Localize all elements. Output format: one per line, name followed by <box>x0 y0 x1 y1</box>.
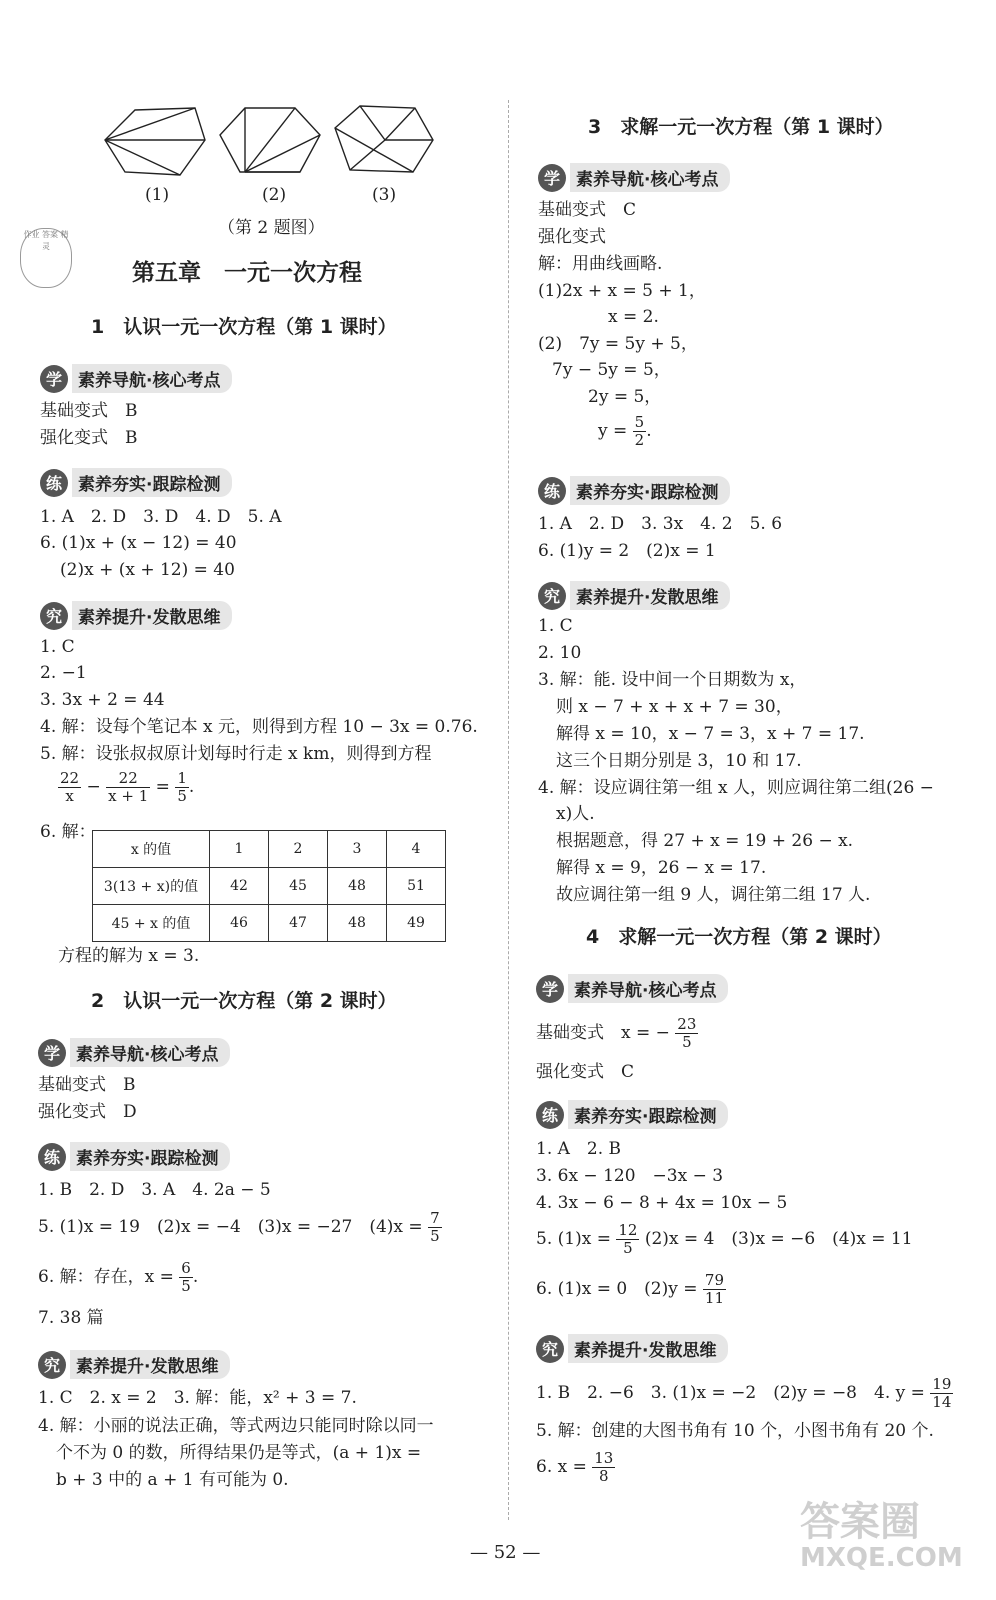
l1-section-practice <box>40 468 232 497</box>
answer-line: 6. x = $\frac{13}{8}$ <box>536 1449 614 1485</box>
section-title: 素养提升·发散思维 <box>568 1334 728 1363</box>
answer-line: x = 2. <box>608 307 659 327</box>
answer-line: 1. A 2. B <box>536 1139 622 1159</box>
answer-line: (2) 7y = 5y + 5， <box>538 334 698 354</box>
learn-badge: 学 <box>536 975 564 1003</box>
explore-badge: 究 <box>38 1351 66 1379</box>
answer-line: 5. 解：设张叔叔原计划每时行走 x km，则得到方程 <box>40 744 432 764</box>
figure-label-2: (2) <box>262 185 287 205</box>
answer-line: 5. 解：创建的大图书角有 10 个，小图书角有 20 个. <box>536 1421 934 1441</box>
explore-badge: 究 <box>538 582 566 610</box>
page-number: — 52 — <box>470 1542 541 1563</box>
answer-line: 5. (1)x = 19 (2)x = −4 (3)x = −27 (4)x = $\frac{7}{5}$ <box>38 1209 440 1245</box>
answer-line: 4. 解：设应调往第一组 x 人，则应调往第二组(26 − <box>538 778 934 798</box>
answer-line: 1. C <box>538 616 573 636</box>
answer-line: 6. 解： <box>40 822 96 842</box>
practice-badge: 练 <box>38 1143 66 1171</box>
answer-line: 7. 38 篇 <box>38 1308 104 1328</box>
lesson-2-title: 2 认识一元一次方程（第 2 课时） <box>91 990 397 1012</box>
answer-line: 强化变式 D <box>38 1102 137 1122</box>
answer-line: 这三个日期分别是 3，10 和 17. <box>556 751 802 771</box>
section-title: 素养夯实·跟踪检测 <box>72 468 232 497</box>
answer-line: 6. 解：存在，x = $\frac{6}{5}$ . <box>38 1259 199 1295</box>
section-title: 素养导航·核心考点 <box>72 364 232 393</box>
figure-caption: （第 2 题图） <box>218 218 325 238</box>
l2-section-explore <box>38 1350 230 1379</box>
answer-line: 6. (1)y = 2 (2)x = 1 <box>538 541 716 561</box>
answer-line: 1. C <box>40 637 75 657</box>
answer-line: 4. 解：小丽的说法正确，等式两边只能同时除以同一 <box>38 1416 434 1436</box>
answer-line: 1. B 2. −6 3. (1)x = −2 (2)y = −8 4. y = $\frac{19}{14}$ <box>536 1375 952 1411</box>
answer-line: 5. (1)x = $\frac{12}{5}$ (2)x = 4 (3)x = −6 (4)x = 11 <box>536 1221 913 1257</box>
answer-line: 解得 x = 9，26 − x = 17. <box>556 858 767 878</box>
l4-section-learn <box>536 974 728 1003</box>
answer-line: x)人. <box>556 804 595 824</box>
chapter-title: 第五章 一元一次方程 <box>132 260 362 286</box>
polygon-1 <box>105 108 205 175</box>
answer-line: 6. (1)x = 0 (2)y = $\frac{79}{11}$ <box>536 1271 724 1307</box>
explore-badge: 究 <box>40 602 68 630</box>
learn-badge: 学 <box>38 1039 66 1067</box>
practice-badge: 练 <box>536 1101 564 1129</box>
section-title: 素养夯实·跟踪检测 <box>70 1142 230 1171</box>
values-table: x 的值 1 2 3 4 3(13 + x)的值 42 45 48 51 45 + x 的值 46 47 48 49 <box>92 830 446 942</box>
answer-line: 1. C 2. x = 2 3. 解：能，x² + 3 = 7. <box>38 1388 357 1408</box>
learn-badge: 学 <box>40 365 68 393</box>
answer-line: 故应调往第一组 9 人，调往第二组 17 人. <box>556 885 871 905</box>
answer-line: 2y = 5， <box>588 387 662 407</box>
figure-label-1: (1) <box>145 185 170 205</box>
answer-line: 6. (1)x + (x − 12) = 40 <box>40 533 237 553</box>
practice-badge: 练 <box>538 477 566 505</box>
answer-line: b + 3 中的 a + 1 有可能为 0. <box>56 1470 289 1490</box>
l3-section-learn <box>538 163 730 192</box>
column-divider <box>508 100 509 1520</box>
l3-section-explore <box>538 581 730 610</box>
answer-line: y = $\frac{5}{2}$ . <box>598 413 652 449</box>
section-title: 素养导航·核心考点 <box>568 974 728 1003</box>
answer-line: 强化变式 <box>538 227 606 247</box>
answer-line: 基础变式 B <box>38 1075 136 1095</box>
section-title: 素养提升·发散思维 <box>72 601 232 630</box>
answer-line: 3. 3x + 2 = 44 <box>40 690 165 710</box>
practice-badge: 练 <box>40 469 68 497</box>
explore-badge: 究 <box>536 1335 564 1363</box>
answer-line: 4. 解：设每个笔记本 x 元，则得到方程 10 − 3x = 0.76. <box>40 717 478 737</box>
l4-section-explore <box>536 1334 728 1363</box>
polygon-2 <box>220 108 320 172</box>
answer-line: 解：用曲线画略. <box>538 254 663 274</box>
l2-section-practice <box>38 1142 230 1171</box>
learn-badge: 学 <box>538 164 566 192</box>
answer-line: 强化变式 B <box>40 428 138 448</box>
answer-line: 个不为 0 的数，所得结果仍是等式，(a + 1)x = <box>56 1443 422 1463</box>
watermark-logo: 答案圈 MXQE.COM <box>800 1499 963 1573</box>
answer-line: 基础变式 C <box>538 200 637 220</box>
section-title: 素养提升·发散思维 <box>570 581 730 610</box>
answer-line: 基础变式 x = − $\frac{23}{5}$ <box>536 1015 697 1051</box>
l2-section-learn <box>38 1038 230 1067</box>
l3-section-practice <box>538 476 730 505</box>
answer-line: (2)x + (x + 12) = 40 <box>60 560 235 580</box>
answer-line: 2. 10 <box>538 643 582 663</box>
figure-label-3: (3) <box>372 185 397 205</box>
answer-line: 解得 x = 10，x − 7 = 3，x + 7 = 17. <box>556 724 865 744</box>
answer-line: 4. 3x − 6 − 8 + 4x = 10x − 5 <box>536 1193 788 1213</box>
answer-line: 3. 6x − 120 −3x − 3 <box>536 1166 724 1186</box>
answer-line: 根据题意，得 27 + x = 19 + 26 − x. <box>556 831 854 851</box>
answer-line: 方程的解为 x = 3. <box>58 946 200 966</box>
section-title: 素养导航·核心考点 <box>570 163 730 192</box>
lesson-4-title: 4 求解一元一次方程（第 2 课时） <box>586 926 892 948</box>
lesson-1-title: 1 认识一元一次方程（第 1 课时） <box>91 316 397 338</box>
l1-section-learn <box>40 364 232 393</box>
section-title: 素养提升·发散思维 <box>70 1350 230 1379</box>
stamp: 作业 答案 精灵 <box>20 228 72 288</box>
answer-line: 1. B 2. D 3. A 4. 2a − 5 <box>38 1180 271 1200</box>
lesson-3-title: 3 求解一元一次方程（第 1 课时） <box>588 116 894 138</box>
polygon-3 <box>335 106 433 172</box>
answer-line: (1)2x + x = 5 + 1， <box>538 281 706 301</box>
section-title: 素养夯实·跟踪检测 <box>568 1100 728 1129</box>
section-title: 素养导航·核心考点 <box>70 1038 230 1067</box>
answer-line: 7y − 5y = 5， <box>552 360 671 380</box>
answer-line: 1. A 2. D 3. D 4. D 5. A <box>40 507 282 527</box>
answer-line: 则 x − 7 + x + x + 7 = 30， <box>556 697 793 717</box>
answer-line: 强化变式 C <box>536 1062 635 1082</box>
section-title: 素养夯实·跟踪检测 <box>570 476 730 505</box>
answer-line: 2. −1 <box>40 663 87 683</box>
l4-section-practice <box>536 1100 728 1129</box>
answer-line: 1. A 2. D 3. 3x 4. 2 5. 6 <box>538 514 783 534</box>
answer-line: 3. 解：能. 设中间一个日期数为 x， <box>538 670 807 690</box>
equation-5: $\frac{22}{x}$ − $\frac{22}{x + 1}$ = $\frac{1}{5}$ . <box>60 769 195 805</box>
answer-line: 基础变式 B <box>40 401 138 421</box>
l1-section-explore <box>40 601 232 630</box>
